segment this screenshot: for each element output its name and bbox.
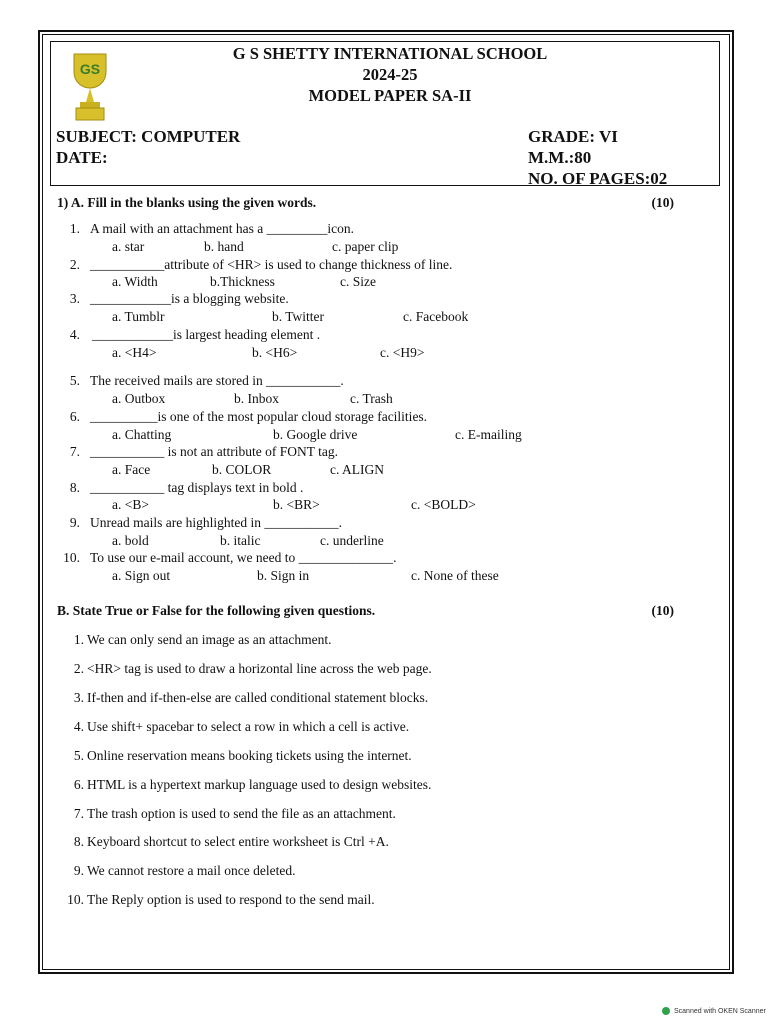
option-c: c. None of these — [411, 568, 499, 583]
question-text: To use our e-mail account, we need to ______________. — [90, 550, 397, 565]
question-text: Unread mails are highlighted in ___________. — [90, 515, 342, 530]
subject-label: SUBJECT: COMPUTER — [56, 127, 241, 146]
option-c: c. ALIGN — [330, 462, 384, 477]
question-text: The received mails are stored in ___________. — [90, 373, 344, 388]
option-a: a. Outbox — [112, 391, 166, 406]
statement-item — [62, 748, 412, 764]
school-logo-icon — [66, 52, 114, 124]
option-a: a. bold — [112, 533, 149, 548]
statement-number: 3. — [73, 690, 84, 705]
logo-letters: GS — [79, 61, 101, 77]
option-a: a. star — [112, 239, 145, 254]
section-a-marks: (10) — [651, 195, 674, 210]
question-text: ____________is a blogging website. — [90, 291, 289, 306]
option-b: b. Sign in — [257, 568, 310, 583]
school-name: G S SHETTY INTERNATIONAL SCHOOL — [232, 44, 548, 63]
option-c: c. Trash — [350, 391, 393, 406]
statement-item — [62, 719, 409, 735]
question-number: 10. — [63, 550, 80, 565]
question-number: 4. — [69, 327, 80, 342]
statement-text: The Reply option is used to respond to the send mail. — [87, 892, 375, 907]
option-a: a. Sign out — [112, 568, 171, 583]
option-c: c. <H9> — [380, 345, 425, 360]
option-b: b. Twitter — [272, 309, 325, 324]
statement-text: The trash option is used to send the file as an attachment. — [87, 806, 396, 821]
statement-item — [62, 632, 331, 648]
question-text: __________is one of the most popular cloud storage facilities. — [90, 409, 428, 424]
question-number: 2. — [69, 257, 80, 272]
statement-item — [62, 806, 396, 822]
statement-number: 10. — [67, 892, 84, 907]
option-c: c. underline — [320, 533, 384, 548]
section-b-marks: (10) — [651, 603, 674, 618]
statement-text: HTML is a hypertext markup language used to design websites. — [87, 777, 432, 792]
statement-number: 6. — [73, 777, 84, 792]
option-a: a. Face — [112, 462, 151, 477]
question-number: 3. — [69, 291, 80, 306]
statement-item — [62, 834, 389, 850]
statement-number: 7. — [73, 806, 84, 821]
option-a: a. Width — [112, 274, 158, 289]
option-c: c. Size — [340, 274, 376, 289]
question-text: A mail with an attachment has a _________icon. — [90, 221, 354, 236]
option-b: b. hand — [204, 239, 244, 254]
question-text: ___________ tag displays text in bold . — [90, 480, 304, 495]
statement-text: We cannot restore a mail once deleted. — [87, 863, 296, 878]
question-text: ___________attribute of <HR> is used to change thickness of line. — [90, 257, 453, 272]
max-marks-label: M.M.:80 — [528, 148, 592, 167]
statement-item — [62, 690, 428, 706]
section-a-title: 1) A. Fill in the blanks using the given words. — [57, 195, 317, 210]
statement-text: Keyboard shortcut to select entire worksheet is Ctrl +A. — [87, 834, 389, 849]
question-number: 6. — [69, 409, 80, 424]
date-label: DATE: — [56, 148, 108, 167]
statement-number: 4. — [73, 719, 84, 734]
question-number: 7. — [69, 444, 80, 459]
statement-text: <HR> tag is used to draw a horizontal line across the web page. — [87, 661, 432, 676]
statement-item — [62, 661, 432, 677]
question-number: 5. — [69, 373, 80, 388]
option-c: c. Facebook — [403, 309, 469, 324]
option-a: a. <B> — [112, 497, 149, 512]
scanner-logo-icon — [662, 1007, 670, 1015]
question-number: 9. — [69, 515, 80, 530]
statement-text: Online reservation means booking tickets using the internet. — [87, 748, 412, 763]
grade-label: GRADE: VI — [528, 127, 618, 146]
question-number: 1. — [69, 221, 80, 236]
statement-text: If-then and if-then-else are called conditional statement blocks. — [87, 690, 429, 705]
option-b: b. italic — [220, 533, 261, 548]
option-b: b. Inbox — [234, 391, 279, 406]
statement-item — [62, 863, 295, 879]
paper-title: MODEL PAPER SA-II — [308, 86, 472, 105]
option-b: b. <H6> — [252, 345, 298, 360]
question-text: ____________is largest heading element . — [92, 327, 321, 342]
statement-number: 8. — [73, 834, 84, 849]
option-a: a. Chatting — [112, 427, 172, 442]
option-c: c. paper clip — [332, 239, 399, 254]
option-a: a. Tumblr — [112, 309, 165, 324]
statement-number: 5. — [73, 748, 84, 763]
scanner-text: Scanned with OKEN Scanner — [674, 1007, 766, 1015]
section-b-title: B. State True or False for the following given questions. — [57, 603, 376, 618]
statement-number: 2. — [73, 661, 84, 676]
statement-number: 1. — [73, 632, 84, 647]
pages-label: NO. OF PAGES:02 — [528, 169, 668, 188]
option-c: c. E-mailing — [455, 427, 522, 442]
question-text: ___________ is not an attribute of FONT tag. — [90, 444, 338, 459]
option-b: b. Google drive — [273, 427, 358, 442]
question-number: 8. — [69, 480, 80, 495]
academic-year: 2024-25 — [362, 65, 418, 84]
statement-number: 9. — [73, 863, 84, 878]
statement-item — [62, 777, 431, 793]
option-b: b. COLOR — [212, 462, 272, 477]
option-b: b.Thickness — [210, 274, 275, 289]
statement-item — [62, 892, 375, 908]
option-a: a. <H4> — [112, 345, 157, 360]
option-b: b. <BR> — [273, 497, 320, 512]
scanner-watermark — [662, 1007, 766, 1015]
statement-text: We can only send an image as an attachment. — [87, 632, 332, 647]
statement-text: Use shift+ spacebar to select a row in which a cell is active. — [87, 719, 410, 734]
option-c: c. <BOLD> — [411, 497, 476, 512]
